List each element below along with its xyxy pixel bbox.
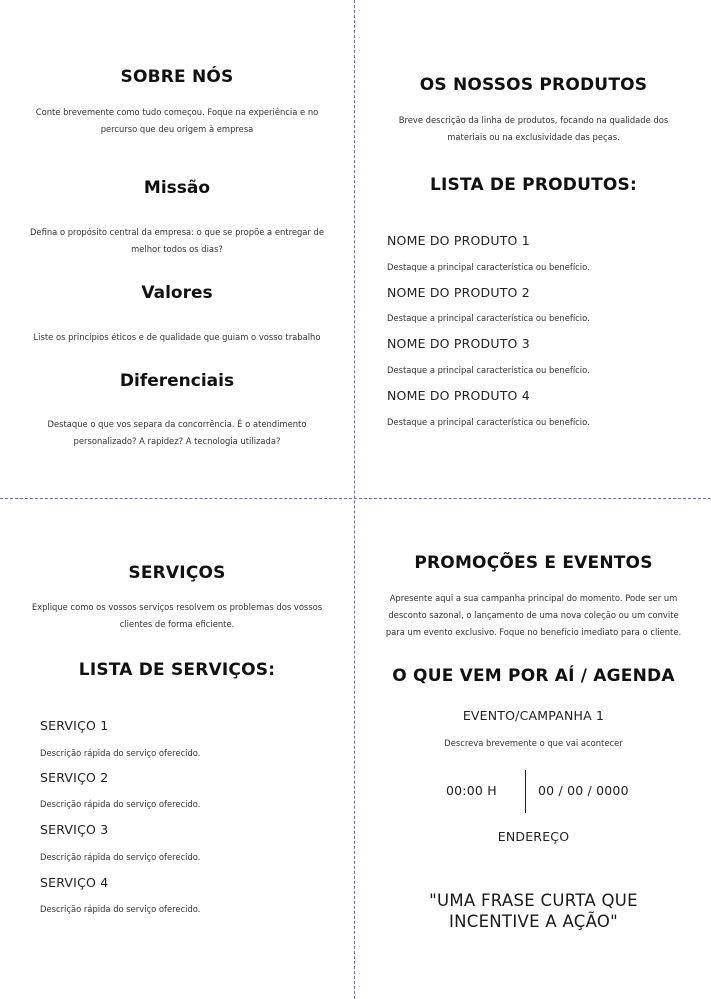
about-intro-line-2: percurso que deu origem à empresa [100,124,254,134]
services-intro-line-1: Explique como os vossos serviços resolvem os problemas dos vossos [31,602,323,612]
promos-intro [356,590,711,641]
about-title: SOBRE NÓS [120,67,234,87]
products-intro-line-1: Breve descrição da linha de produtos, focando na qualidade dos [398,115,669,125]
diff-title: Diferenciais [119,371,235,391]
promos-panel [356,500,711,999]
products-intro-line-2: materiais ou na exclusividade das peças. [447,132,620,142]
quote-line-2: INCENTIVE A AÇÃO" [448,912,619,931]
about-intro-line-1: Conte brevemente como tudo começou. Foque na experiência e no [35,107,319,117]
product-3-desc: Destaque a principal característica ou benefício. [387,365,590,375]
mission-title: Missão [143,178,211,198]
services-panel [0,500,354,999]
service-2-desc: Descrição rápida do serviço oferecido. [40,799,201,809]
call-to-action-quote [356,890,711,932]
products-intro [356,112,711,146]
promos-intro-line-3: para um evento exclusivo. Foque no benefício imediato para o cliente. [385,627,682,637]
service-3-desc: Descrição rápida do serviço oferecido. [40,852,201,862]
service-4-desc: Descrição rápida do serviço oferecido. [40,904,201,914]
product-2-name: NOME DO PRODUTO 2 [387,285,530,300]
service-4-name: SERVIÇO 4 [40,875,109,890]
services-title: SERVIÇOS [128,563,226,583]
product-1-desc: Destaque a principal característica ou benefício. [387,262,590,272]
product-2-desc: Destaque a principal característica ou benefício. [387,313,590,323]
service-3-name: SERVIÇO 3 [40,822,109,837]
mission-line-2: melhor todos os dias? [131,244,223,254]
about-intro [0,104,354,138]
products-list-title: LISTA DE PRODUTOS: [429,175,637,195]
services-intro-line-2: clientes de forma eficiente. [119,619,235,629]
horizontal-cut-line [0,498,711,499]
values-title: Valores [141,283,213,303]
service-1-name: SERVIÇO 1 [40,718,109,733]
values-text: Liste os princípios éticos e de qualidade que guiam o vosso trabalho [33,332,321,342]
agenda-title: O QUE VEM POR AÍ / AGENDA [392,666,675,686]
quote-line-1: "UMA FRASE CURTA QUE [429,891,638,910]
mission-line-1: Defina o propósito central da empresa: o que se propõe a entregar de [29,227,325,237]
event-date: 00 / 00 / 0000 [538,783,629,798]
products-title: OS NOSSOS PRODUTOS [419,75,648,95]
promos-intro-line-1: Apresente aqui a sua campanha principal do momento. Pode ser um [389,593,678,603]
event-desc: Descreva brevemente o que vai acontecer [444,738,623,748]
diff-text [0,416,354,450]
product-1-name: NOME DO PRODUTO 1 [387,233,530,248]
event-name: EVENTO/CAMPANHA 1 [462,708,605,723]
diff-line-2: personalizado? A rapidez? A tecnologia utilizada? [73,436,281,446]
product-3-name: NOME DO PRODUTO 3 [387,336,530,351]
about-panel [0,0,354,498]
promos-title: PROMOÇÕES E EVENTOS [414,553,653,573]
event-time: 00:00 H [446,783,497,798]
service-2-name: SERVIÇO 2 [40,770,109,785]
promos-intro-line-2: desconto sazonal, o lançamento de uma nova coleção ou um convite [388,610,679,620]
product-4-name: NOME DO PRODUTO 4 [387,388,530,403]
event-address: ENDEREÇO [497,829,570,844]
mission-text [0,224,354,258]
products-panel [356,0,711,498]
product-4-desc: Destaque a principal característica ou benefício. [387,417,590,427]
diff-line-1: Destaque o que vos separa da concorrência. É o atendimento [47,419,307,429]
services-intro [0,599,354,633]
event-time-date-divider [525,770,526,813]
vertical-cut-line [354,0,355,999]
service-1-desc: Descrição rápida do serviço oferecido. [40,748,201,758]
services-list-title: LISTA DE SERVIÇOS: [78,660,276,680]
